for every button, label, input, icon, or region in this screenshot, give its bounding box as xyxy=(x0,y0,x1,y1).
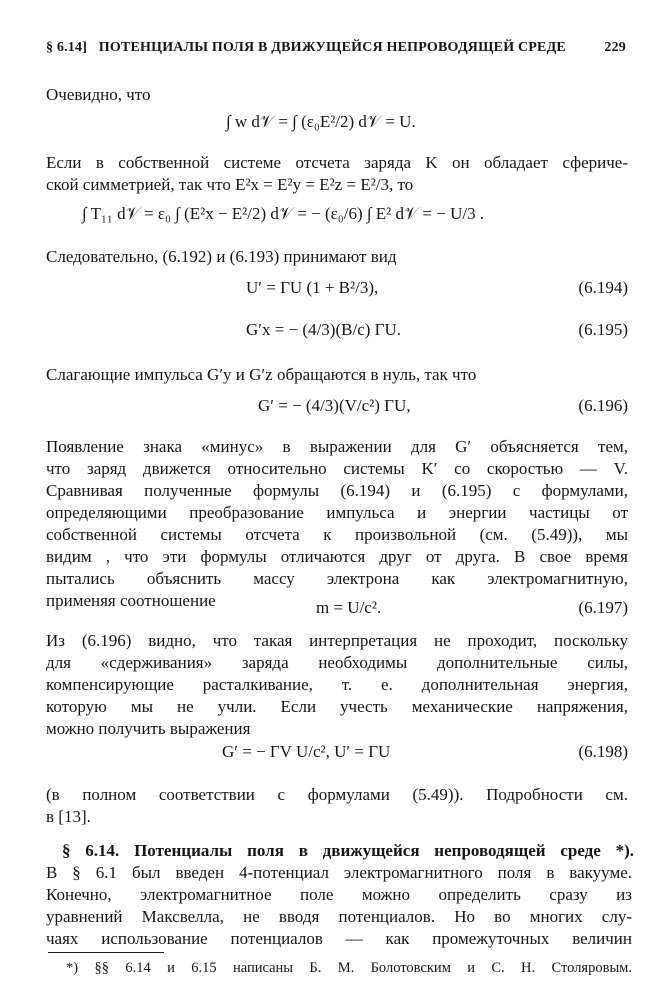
text-line: что заряд движется относительно системы K′ со скоростью — V. xyxy=(46,459,628,478)
text-line: Если в собственной системе отсчета заряда K он обладает сфериче- xyxy=(46,153,628,172)
running-header xyxy=(46,40,626,56)
text-line: Сравнивая полученные формулы (6.194) и (6.195) с формулами, xyxy=(46,481,628,500)
text-line: уравнений Максвелла, не вводя потенциалов. Но во многих слу- xyxy=(46,907,632,926)
text-line: Появление знака «минус» в выражении для G′ объясняется тем, xyxy=(46,437,628,456)
equation-body: m = U/c². xyxy=(316,598,382,617)
text-line: применяя соотношение xyxy=(46,591,216,610)
equation xyxy=(46,390,628,426)
footnote-rule xyxy=(48,952,164,953)
text-line: Конечно, электромагнитное поле можно определить сразу из xyxy=(46,885,632,904)
equation-number: (6.196) xyxy=(578,396,628,415)
text-line: видим , что эти формулы отличаются друг от друга. В свое время xyxy=(46,547,628,566)
text-line: чаях использование потенциалов — как промежуточных величин xyxy=(46,929,632,948)
text-line: которую мы не учли. Если учесть механические напряжения, xyxy=(46,697,628,716)
header-section: § 6.14] xyxy=(46,40,88,55)
section-heading: § 6.14. Потенциалы поля в движущейся непроводящей среде *). xyxy=(62,841,634,860)
page-number: 229 xyxy=(604,40,626,55)
text-line: можно получить выражения xyxy=(46,719,251,738)
text-line: (в полном соответствии с формулами (5.49)). Подробности см. xyxy=(46,785,628,804)
equation-body: G′ = − ΓV U/c², U′ = ΓU xyxy=(222,742,391,761)
text-line: В § 6.1 был введен 4-потенциал электромагнитного поля в вакууме. xyxy=(46,863,632,882)
text-line: пытались объяснить массу электрона как электромагнитную, xyxy=(46,569,628,588)
equation xyxy=(46,198,628,234)
equation xyxy=(46,736,628,772)
equation xyxy=(46,106,628,142)
equation-number: (6.195) xyxy=(578,320,628,339)
text-line: компенсирующие расталкивание, т. е. дополнительная энергия, xyxy=(46,675,628,694)
footnote: *) §§ 6.14 и 6.15 написаны Б. М. Болотовским и С. Н. Столяровым. xyxy=(66,960,632,976)
text-line: собственной системы отсчета к произвольной (см. (5.49)), мы xyxy=(46,525,628,544)
equation-body: G′x = − (4/3)(B/c) ΓU. xyxy=(246,320,402,339)
text-line: для «сдерживания» заряда необходимы дополнительные силы, xyxy=(46,653,628,672)
text-line: Слагающие импульса G′y и G′z обращаются в нуль, так что xyxy=(46,365,477,384)
text-line: Очевидно, что xyxy=(46,85,151,104)
header-title: ПОТЕНЦИАЛЫ ПОЛЯ В ДВИЖУЩЕЙСЯ НЕПРОВОДЯЩЕЙ СРЕДЕ xyxy=(98,40,566,55)
text-line: определяющими преобразование импульса и энергии частицы от xyxy=(46,503,628,522)
text-line: Из (6.196) видно, что такая интерпретация не проходит, поскольку xyxy=(46,631,628,650)
equation-body: U′ = ΓU (1 + B²/3), xyxy=(246,278,379,297)
text-line: в [13]. xyxy=(46,807,91,826)
equation xyxy=(46,314,628,350)
text-line: ской симметрией, так что E²x = E²y = E²z = E²/3, то xyxy=(46,175,414,194)
equation-number: (6.198) xyxy=(578,742,628,761)
equation-body: G′ = − (4/3)(V/c²) ΓU, xyxy=(258,396,411,415)
equation-number: (6.197) xyxy=(578,598,628,617)
equation xyxy=(46,272,628,308)
equation-number: (6.194) xyxy=(578,278,628,297)
equation-body: ∫ T₁₁ d𝒱 = ε₀ ∫ (E²x − E²/2) d𝒱 = − (ε₀/6) ∫ E² d𝒱 = − U/3 . xyxy=(82,204,485,223)
equation-body: ∫ w d𝒱 = ∫ (ε₀E²/2) d𝒱 = U. xyxy=(226,112,416,131)
text-line: Следовательно, (6.192) и (6.193) принимают вид xyxy=(46,247,397,266)
equation xyxy=(46,592,628,628)
